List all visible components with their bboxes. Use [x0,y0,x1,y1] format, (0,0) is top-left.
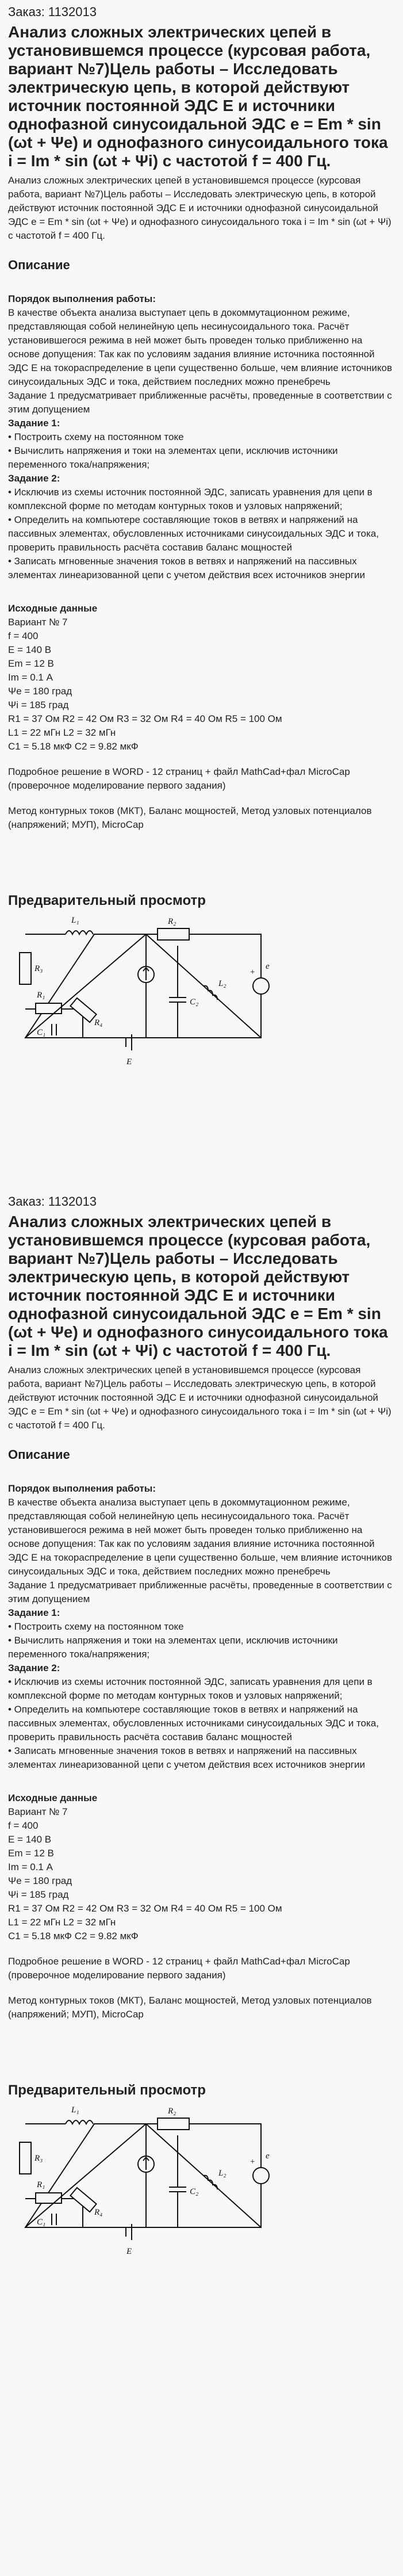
order-number: Заказ: 1132013 [8,1194,97,1209]
circuit-diagram [14,911,272,1107]
task2-item: • Определить на компьютере составляющие токов в ветвях и напряжений на пассивных элементах, обусловленных источниками синусоидальных ЭДС и тока, проверить правильность расчёта составив баланс мощностей [8,514,379,553]
deliverable-text: Подробное решение в WORD - 12 страниц + файл MathCad+фал MicroCap (проверочное моделирование первого задания) [8,766,350,791]
task1-item: • Вычислить напряжения и токи на элементах цепи, исключив источники переменного тока/напряжения; [8,445,338,470]
label-r1: R₁ [37,2180,45,2189]
input-item: C1 = 5.18 мкФ C2 = 9.82 мкФ [8,741,139,752]
label-r4: R₄ [94,1018,103,1027]
input-item: E = 140 В [8,1834,52,1845]
capacitor-c2-symbol [169,997,186,1002]
resistor-r3-symbol [20,2142,31,2174]
procedure-text: В качестве объекта анализа выступает цепь в докоммутационном режиме, представляющая собой нелинейную цепь несинусоидального тока. Расчёт установившегося режима в ней может быть проведен только приближенно на основе допущения: Так как по условиям задания влияние источника постоянной ЭДС Е на токораспределение в цепи существенно больше, чем влияние источников синусоидальных ЭДС и тока, действием последних можно пренебречь [8,307,392,387]
label-r3: R₃ [34,2154,43,2163]
preview-heading: Предварительный просмотр [8,2082,206,2098]
label-r2: R₂ [168,2107,176,2116]
input-item: f = 400 [8,1820,39,1831]
input-data-heading: Исходные данные [8,603,98,614]
resistor-r2-symbol [158,928,189,940]
emf-source-symbol [253,2168,269,2184]
label-l2: L₂ [218,979,227,988]
input-item: L1 = 22 мГн L2 = 32 мГн [8,727,116,738]
deliverable-text: Подробное решение в WORD - 12 страниц + файл MathCad+фал MicroCap (проверочное моделирование первого задания) [8,1956,350,1981]
label-c2: C₂ [190,997,199,1007]
procedure-text: В качестве объекта анализа выступает цепь в докоммутационном режиме, представляющая собой нелинейную цепь несинусоидального тока. Расчёт установившегося режима в ней может быть проведен только приближенно на основе допущения: Так как по условиям задания влияние источника постоянной ЭДС Е на токораспределение в цепи существенно больше, чем влияние источников синусоидальных ЭДС и тока, действием последних можно пренебречь [8,1497,392,1577]
label-plus: + [250,2157,256,2166]
input-item: R1 = 37 Ом R2 = 42 Ом R3 = 32 Ом R4 = 40 Ом R5 = 100 Ом [8,1903,282,1914]
task2-item: • Определить на компьютере составляющие токов в ветвях и напряжений на пассивных элементах, обусловленных источниками синусоидальных ЭДС и тока, проверить правильность расчёта составив баланс мощностей [8,1704,379,1742]
resistor-r2-symbol [158,2118,189,2130]
task2-item: • Исключив из схемы источник постоянной ЭДС, записать уравнения для цепи в комплексной форме по методам контурных токов и узловых напряжений; [8,487,373,511]
input-item: C1 = 5.18 мкФ C2 = 9.82 мкФ [8,1931,139,1941]
label-e-dc: E [126,2247,132,2256]
label-l2: L₂ [218,2169,227,2178]
circuit-diagram [14,2101,272,2296]
label-r4: R₄ [94,2208,103,2217]
task1-intro: Задание 1 предусматривает приближенные расчёты, проведенные в соответствии с этим допущением [8,1580,392,1604]
input-item: Вариант № 7 [8,617,68,628]
input-item: Ψе = 180 град [8,1875,72,1886]
input-item: f = 400 [8,630,39,641]
preview-heading: Предварительный просмотр [8,893,206,908]
order-number: Заказ: 1132013 [8,5,97,19]
input-item: L1 = 22 мГн L2 = 32 мГн [8,1917,116,1928]
input-item: Ψi = 185 град [8,700,69,710]
label-c2: C₂ [190,2187,199,2196]
label-r3: R₃ [34,964,43,973]
label-r1: R₁ [37,991,45,1000]
task1-heading: Задание 1: [8,418,60,429]
page-title: Анализ сложных электрических цепей в установившемся процессе (курсовая работа, вариант №7)Цель работы – Исследовать электрическую цепь, в которой действуют источник постоянной ЭДС Е и источники однофазной синусоидальной ЭДС е = Em * sin (ωt + Ψе) и однофазного синусоидального тока i = Im * sin (ωt + Ψi) с частотой f = 400 Гц. [8,23,388,170]
document-copy-1 [8,5,395,1107]
task1-item: • Вычислить напряжения и токи на элементах цепи, исключив источники переменного тока/напряжения; [8,1635,338,1660]
task2-heading: Задание 2: [8,473,60,484]
dc-source-symbol [126,1034,132,1050]
label-r2: R₂ [168,917,176,926]
label-c1: C₁ [37,2218,46,2227]
intro-text: Анализ сложных электрических цепей в установившемся процессе (курсовая работа, вариант №7)Цель работы – Исследовать электрическую цепь, в которой действуют источник постоянной ЭДС Е и источники однофазной синусоидальной ЭДС е = Em * sin (ωt + Ψе) и однофазного синусоидального тока i = Im * sin (ωt + Ψi) с частотой f = 400 Гц. [8,1365,392,1431]
task1-heading: Задание 1: [8,1607,60,1618]
capacitor-c1-symbol [52,1024,56,1035]
input-item: Im = 0.1 А [8,672,53,683]
procedure-heading: Порядок выполнения работы: [8,1483,156,1494]
input-item: Em = 12 В [8,658,54,669]
methods-text: Метод контурных токов (МКТ), Баланс мощностей, Метод узловых потенциалов (напряжений; МУП), MicroCap [8,805,372,830]
task1-item: • Построить схему на постоянном токе [8,431,184,442]
document-copy-2 [8,1194,395,2296]
inductor-l1-symbol [66,931,93,934]
label-l1: L₁ [71,916,79,925]
input-item: Ψе = 180 град [8,686,72,697]
resistor-r1-symbol [36,1003,62,1014]
emf-source-symbol [253,978,269,994]
task2-item: • Записать мгновенные значения токов в ветвях и напряжений на пассивных элементах линеаризованной цепи с учетом действия всех источников энергии [8,1745,365,1770]
label-l1: L₁ [71,2105,79,2115]
intro-text: Анализ сложных электрических цепей в установившемся процессе (курсовая работа, вариант №7)Цель работы – Исследовать электрическую цепь, в которой действуют источник постоянной ЭДС Е и источники однофазной синусоидальной ЭДС е = Em * sin (ωt + Ψе) и однофазного синусоидального тока i = Im * sin (ωt + Ψi) с частотой f = 400 Гц. [8,175,392,241]
task1-intro: Задание 1 предусматривает приближенные расчёты, проведенные в соответствии с этим допущением [8,390,392,415]
input-item: Im = 0.1 А [8,1862,53,1872]
task2-heading: Задание 2: [8,1662,60,1673]
label-e-source: e [266,2151,270,2161]
input-item: Ψi = 185 град [8,1889,69,1900]
page-title: Анализ сложных электрических цепей в установившемся процессе (курсовая работа, вариант №7)Цель работы – Исследовать электрическую цепь, в которой действуют источник постоянной ЭДС Е и источники однофазной синусоидальной ЭДС е = Em * sin (ωt + Ψе) и однофазного синусоидального тока i = Im * sin (ωt + Ψi) с частотой f = 400 Гц. [8,1213,388,1359]
task2-item: • Исключив из схемы источник постоянной ЭДС, записать уравнения для цепи в комплексной форме по методам контурных токов и узловых напряжений; [8,1676,373,1701]
input-data-heading: Исходные данные [8,1793,98,1803]
input-item: R1 = 37 Ом R2 = 42 Ом R3 = 32 Ом R4 = 40 Ом R5 = 100 Ом [8,713,282,724]
label-e-dc: E [126,1057,132,1067]
inductor-l1-symbol [66,2120,93,2124]
task2-item: • Записать мгновенные значения токов в ветвях и напряжений на пассивных элементах линеаризованной цепи с учетом действия всех источников энергии [8,556,365,580]
label-c1: C₁ [37,1028,46,1037]
label-plus: + [250,968,256,977]
input-item: Em = 12 В [8,1848,54,1859]
input-item: E = 140 В [8,644,52,655]
description-heading: Описание [8,1447,70,1462]
methods-text: Метод контурных токов (МКТ), Баланс мощностей, Метод узловых потенциалов (напряжений; МУП), MicroCap [8,1995,372,2020]
capacitor-c1-symbol [52,2214,56,2225]
procedure-heading: Порядок выполнения работы: [8,293,156,304]
capacitor-c2-symbol [169,2187,186,2192]
input-item: Вариант № 7 [8,1806,68,1817]
dc-source-symbol [126,2224,132,2240]
resistor-r3-symbol [20,953,31,984]
task1-item: • Построить схему на постоянном токе [8,1621,184,1632]
resistor-r1-symbol [36,2193,62,2203]
label-e-source: e [266,962,270,971]
description-heading: Описание [8,258,70,272]
